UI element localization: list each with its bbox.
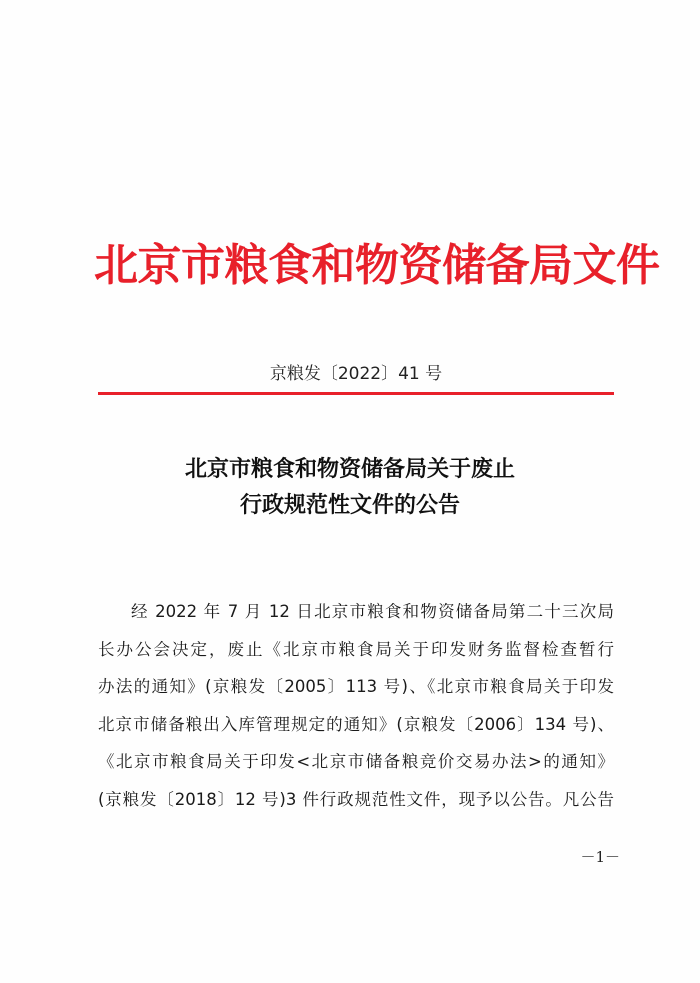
notice-title [100, 452, 600, 524]
notice-title-line-2: 行政规范性文件的公告 [239, 493, 460, 518]
issuing-authority-header: 北京市粮食和物资储备局文件 [94, 240, 660, 291]
red-separator-line [98, 392, 614, 395]
page-number: －1－ [580, 848, 620, 866]
body-line-5: 《北京市粮食局关于印发<北京市储备粮竞价交易办法>的通知》 [98, 752, 614, 771]
body-line-2: 长办公会决定，废止《北京市粮食局关于印发财务监督检查暂行 [98, 639, 614, 659]
body-line-4: 北京市储备粮出入库管理规定的通知》(京粮发〔2006〕134 号)、 [98, 714, 614, 734]
body-line-3: 办法的通知》(京粮发〔2005〕113 号)、《北京市粮食局关于印发 [98, 677, 614, 696]
body-line-1: 经 2022 年 7 月 12 日北京市粮食和物资储备局第二十三次局 [131, 602, 614, 621]
body-line-6: (京粮发〔2018〕12 号)3 件行政规范性文件，现予以公告。凡公告 [98, 789, 614, 809]
body-paragraph [98, 593, 614, 818]
notice-title-line-1: 北京市粮食和物资储备局关于废止 [184, 457, 515, 482]
document-number: 京粮发〔2022〕41 号 [269, 364, 443, 384]
